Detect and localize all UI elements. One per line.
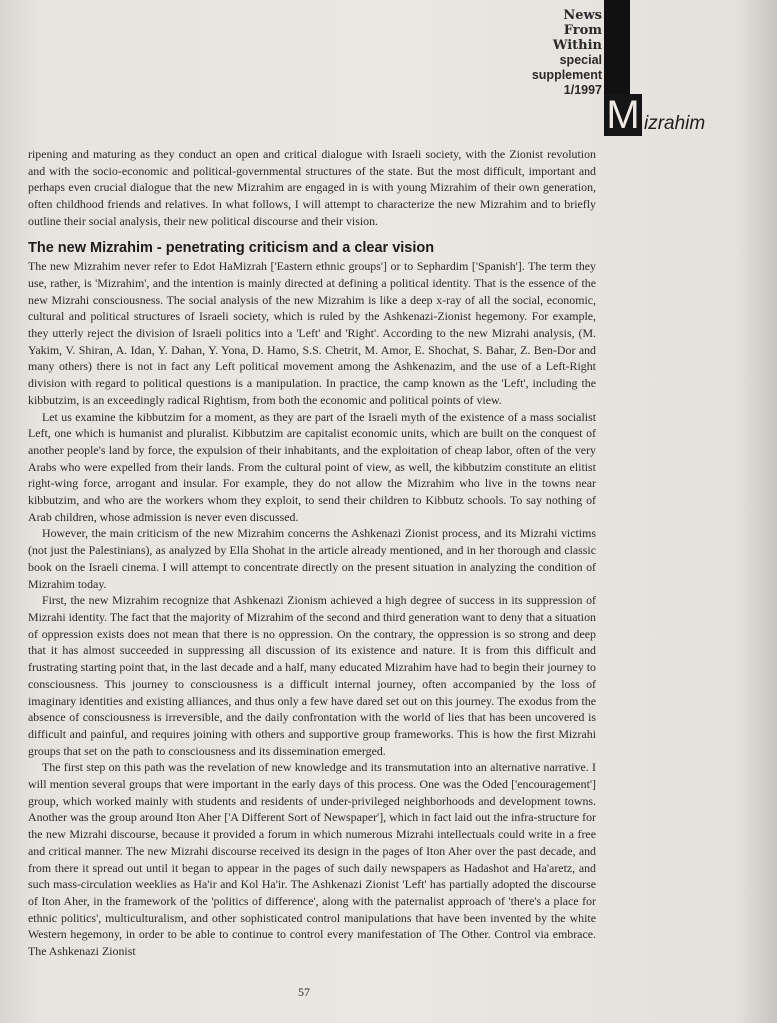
section-title: izrahim [644, 113, 706, 134]
page-number: 57 [298, 985, 310, 999]
article-paragraph: Let us examine the kibbutzim for a moment, as they are part of the Israeli myth of the existence of a mass socialist Left, one which is humanist and pluralist. Kibbutzim are capitalist economic units, which are built on the conquest of another people's land by force, the expulsion of their inhabitants, and the exploitation of cheap labor, often of the very Arabs who were expelled from their lands. From the cultural point of view, as well, the kibbutzim constitute an elitist right-wing force, arrogant and insular. For example, they do not allow the Mizrahim who live in the towns near kibbutzim, and who are the workers whom they exploit, to send their children to Kibbutz schools. To say nothing of Arab children, whose admission is never even discussed. [28, 409, 596, 524]
masthead-line: supplement [531, 68, 602, 82]
section-initial: M [604, 94, 642, 136]
masthead-line: From [563, 23, 602, 38]
article-heading: The new Mizrahim - penetrating criticism and a clear vision [28, 239, 435, 256]
intro-paragraph: ripening and maturing as they conduct an open and critical dialogue with Israeli society, with the Zionist revolution and with the socio-economic and political-governmental structures of the state. But the most difficult, important and perhaps even crucial dialogue that the new Mizrahim are engaged in is with young Mizrahim of their own generation, often childhood friends and relatives. In what follows, I will attempt to characterize the new Mizrahim and to briefly outline their social analysis, their new political discourse and their vision. [28, 147, 596, 228]
issue-date: 1/1997 [563, 83, 602, 97]
article-paragraph: The first step on this path was the revelation of new knowledge and its transmutation into an alternative narrative. I will mention several groups that were important in the early days of this process. One was the Oded ['encouragement'] group, which worked mainly with students and residents of under-privileged neighborhoods and development towns. Another was the group around Iton Aher ['A Different Sort of Newspaper'], which in fact laid out the infra-structure for the new Mizrahi discourse, because it provided a forum in which numerous Mizrahi intellectuals could write in a free and critical manner. The new Mizrahi discourse received its design in the pages of Iton Aher over the past decade, and from there it spread out until it began to appear in the pages of such daily newspapers as Hadashot and Ha'aretz, and such mass-circulation weeklies as Ha'ir and Kol Ha'ir. The Ashkenazi Zionist 'Left' has partially adopted the discourse of Iton Aher, in the framework of the 'politics of difference', along with the paternalist approach of 'there's a place for ethnic politics', multiculturalism, and other sophisticated control manipulations that have been invented by the white Western hegemony, in order to be able to continue to control every manifestation of The Other. Control via embrace. The Ashkenazi Zionist [28, 760, 596, 959]
masthead-line: Within [552, 38, 602, 53]
article-paragraph: However, the main criticism of the new Mizrahim concerns the Ashkenazi Zionist process, and its Mizrahi victims (not just the Palestinians), as analyzed by Ella Shohat in the article already mentioned, and in her thorough and classic book on the Israeli cinema. I will attempt to concentrate directly on the present situation in analyzing the condition of Mizrahim today. [28, 526, 596, 591]
masthead-line: special [559, 53, 602, 67]
page-curl-shadow [737, 0, 777, 1023]
article-paragraph: The new Mizrahim never refer to Edot HaMizrah ['Eastern ethnic groups'] or to Sephardim ['Spanish']. The term they use, rather, is 'Mizrahim', and the intention is mainly directed at defining a political identity. That is the essence of the new Mizrahi consciousness. The social analysis of the new Mizrahim is like a deep x-ray of all the social, economic, cultural and political structures of Israeli society, which is ruled by the Ashkenazi-Zionist hegemony. For example, they utterly reject the division of Israeli politics into a 'Left' and 'Right'. According to the new Mizrahi analysis, (M. Yakim, V. Shiran, A. Idan, Y. Dahan, Y. Yona, D. Hamo, S.S. Chetrit, M. Amor, E. Shochat, S. Bahar, Z. Ben-Dor and many others) there is not in fact any Left political movement among the Ashkenazim, and the use of a Left-Right division with regard to political questions is a manipulation. In practice, the camp known as the 'Left', including the kibbutzim, is an exceedingly radical Rightism, from both the economic and political points of view. [28, 259, 596, 407]
article-body [28, 146, 596, 960]
masthead [500, 8, 602, 98]
article-paragraph: First, the new Mizrahim recognize that Ashkenazi Zionism achieved a high degree of success in its suppression of Mizrahi identity. The fact that the majority of Mizrahim of the second and third generation want to deny that a situation of oppression exists does not mean that there is no oppression. On the contrary, the oppression is so strong and deep that it has almost succeeded in suppressing all discussion of its existence and nature. It is from this difficult and frustrating starting point that, in the last decade and a half, many educated Mizrahim have had to begin their journey to consciousness. This journey to consciousness is a difficult internal journey, often accompanied by the loss of imaginary identities and existing alliances, and thus only a few have dared set out on this journey. The exodus from the absence of consciousness is irreversible, and the daily confrontation with the world of lies that has been uncovered is difficult and painful, and requires joining with others and supportive group frameworks. This is how the first Mizrahi groups that set on the path to consciousness and its dissemination emerged. [28, 593, 596, 758]
masthead-black-bar [604, 0, 630, 96]
masthead-line: News [563, 8, 602, 23]
